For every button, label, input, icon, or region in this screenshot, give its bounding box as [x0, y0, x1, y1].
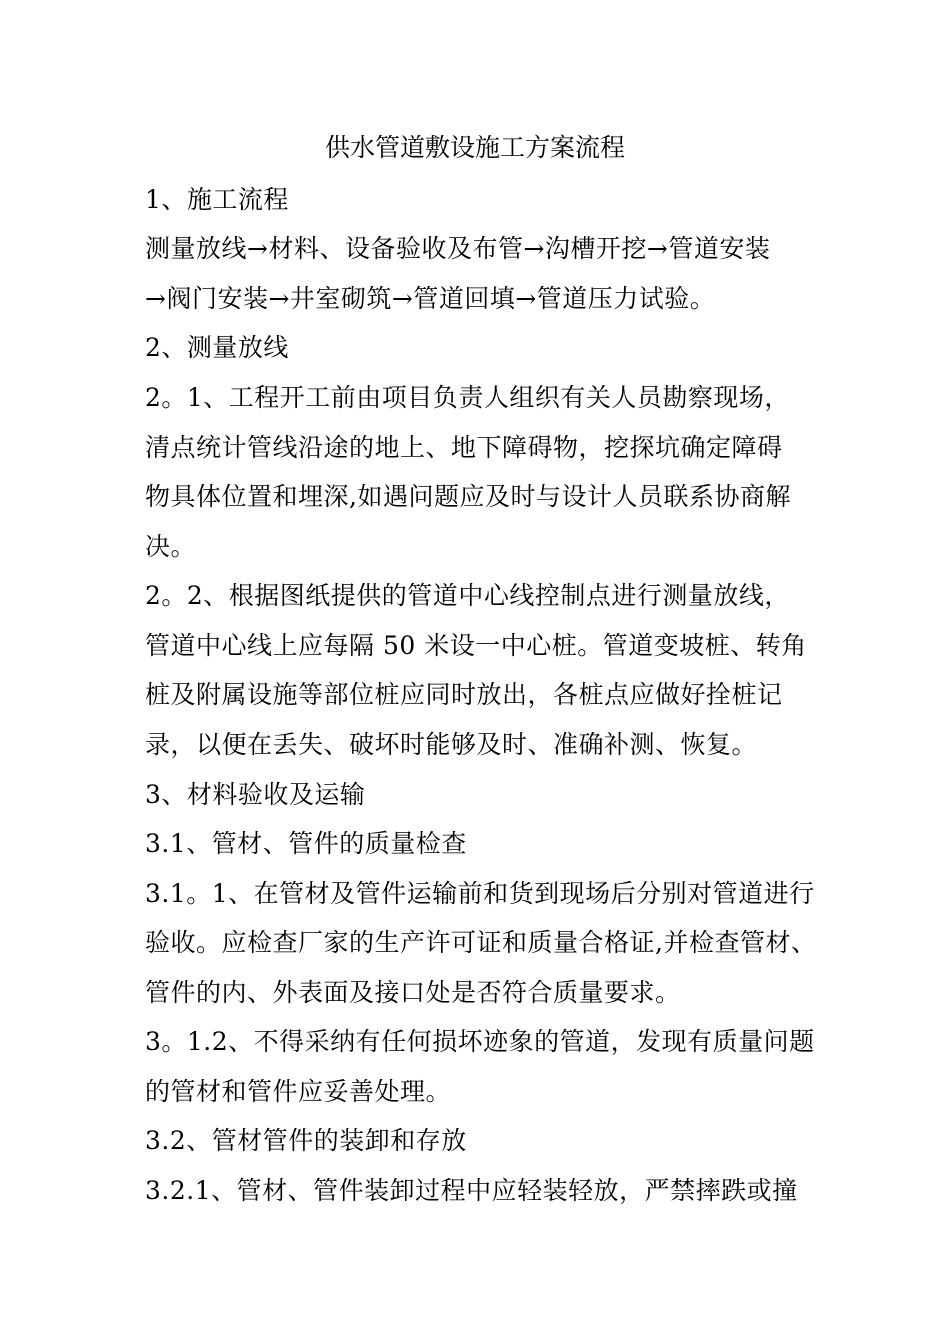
paragraph-line: 管道中心线上应每隔 50 米设一中心桩。管道变坡桩、转角	[145, 631, 807, 660]
paragraph-line: 验收。应检查厂家的生产许可证和质量合格证,并检查管材、	[145, 928, 817, 957]
heading-construction-process: 1、施工流程	[145, 185, 289, 214]
paragraph-line: 2。1、工程开工前由项目负责人组织有关人员勘察现场，	[145, 383, 790, 412]
heading-material-acceptance: 3、材料验收及运输	[145, 780, 366, 809]
paragraph-line: 桩及附属设施等部位桩应同时放出，各桩点应做好拴桩记	[145, 680, 783, 709]
paragraph-line: 测量放线→材料、设备验收及布管→沟槽开挖→管道安装	[145, 234, 771, 263]
paragraph-line: 3.2.1、管材、管件装卸过程中应轻装轻放，严禁摔跌或撞	[145, 1176, 798, 1205]
subheading-quality-check: 3.1、管材、管件的质量检查	[145, 829, 467, 858]
paragraph-line: 3.1。1、在管材及管件运输前和货到现场后分别对管道进行	[145, 879, 815, 908]
paragraph-line: →阀门安装→井室砌筑→管道回填→管道压力试验。	[145, 284, 716, 313]
paragraph-line: 录，以便在丢失、破坏时能够及时、准确补测、恢复。	[145, 730, 758, 759]
paragraph-line: 的管材和管件应妥善处理。	[145, 1077, 452, 1106]
paragraph-line: 清点统计管线沿途的地上、地下障碍物，挖探坑确定障碍	[145, 433, 783, 462]
paragraph-line: 决。	[145, 532, 197, 561]
paragraph-line: 管件的内、外表面及接口处是否符合质量要求。	[145, 978, 681, 1007]
subheading-loading-storage: 3.2、管材管件的装卸和存放	[145, 1126, 467, 1155]
paragraph-line: 3。1.2、不得采纳有任何损坏迹象的管道，发现有质量问题	[145, 1027, 815, 1056]
heading-survey-setout: 2、测量放线	[145, 333, 289, 362]
document-title: 供水管道敷设施工方案流程	[324, 133, 625, 162]
paragraph-line: 2。2、根据图纸提供的管道中心线控制点进行测量放线，	[145, 581, 790, 610]
paragraph-line: 物具体位置和埋深,如遇问题应及时与设计人员联系协商解	[145, 482, 791, 511]
